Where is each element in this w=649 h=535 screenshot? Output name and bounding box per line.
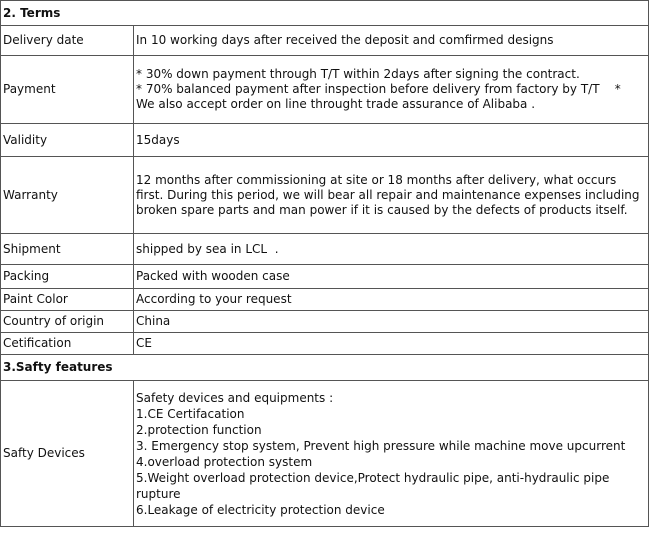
value-line: According to your request xyxy=(136,292,292,306)
table-row-warranty xyxy=(1,157,649,234)
section-header-row xyxy=(1,1,649,26)
value-line: broken spare parts and man power if it is caused by the defects of products itself. xyxy=(136,202,628,217)
row-value xyxy=(134,333,649,355)
row-label: Country of origin xyxy=(1,311,134,333)
value-line: We also accept order on line throught trade assurance of Alibaba . xyxy=(136,97,536,111)
section-header-row xyxy=(1,355,649,381)
row-label: Paint Color xyxy=(1,289,134,311)
row-label: Packing xyxy=(1,265,134,289)
row-label: Shipment xyxy=(1,234,134,265)
value-line: Packed with wooden case xyxy=(136,269,290,283)
table-row-shipment xyxy=(1,234,649,265)
row-value xyxy=(134,381,649,527)
table-row-paint-color xyxy=(1,289,649,311)
value-line: 6.Leakage of electricity protection device xyxy=(136,502,385,517)
value-line: 5.Weight overload protection device,Protect hydraulic pipe, anti-hydraulic pipe xyxy=(136,470,610,485)
value-line: In 10 working days after received the deposit and comfirmed designs xyxy=(136,33,554,47)
value-line: rupture xyxy=(136,486,181,501)
table-row-validity xyxy=(1,124,649,157)
row-value xyxy=(134,234,649,265)
table-row-safety-devices xyxy=(1,381,649,527)
row-label: Payment xyxy=(1,56,134,124)
row-label: Validity xyxy=(1,124,134,157)
row-value xyxy=(134,124,649,157)
value-line: CE xyxy=(136,336,152,350)
value-line: 3. Emergency stop system, Prevent high pressure while machine move upcurrent xyxy=(136,438,626,453)
table-row-country-of-origin xyxy=(1,311,649,333)
row-label: Cetification xyxy=(1,333,134,355)
value-line: 4.overload protection system xyxy=(136,454,313,469)
row-value xyxy=(134,289,649,311)
value-line: 2.protection function xyxy=(136,422,262,437)
table-row-payment xyxy=(1,56,649,124)
row-value xyxy=(134,311,649,333)
table-row-certification xyxy=(1,333,649,355)
section-title-terms: 2. Terms xyxy=(1,1,649,26)
value-line: * 70% balanced payment after inspection before delivery from factory by T/T * xyxy=(136,82,621,96)
row-value xyxy=(134,56,649,124)
value-line: 15days xyxy=(136,132,180,147)
row-value xyxy=(134,157,649,234)
row-value xyxy=(134,265,649,289)
value-line: * 30% down payment through T/T within 2days after signing the contract. xyxy=(136,67,580,81)
section-title-safety: 3.Safty features xyxy=(1,355,649,381)
row-label: Warranty xyxy=(1,157,134,234)
value-line: shipped by sea in LCL . xyxy=(136,241,279,256)
row-label: Delivery date xyxy=(1,26,134,56)
table-row-packing xyxy=(1,265,649,289)
value-line: 1.CE Certifacation xyxy=(136,406,245,421)
value-line: first. During this period, we will bear all repair and maintenance expenses including xyxy=(136,187,640,202)
row-label: Safty Devices xyxy=(1,381,134,527)
value-line: China xyxy=(136,314,171,328)
value-line: Safety devices and equipments : xyxy=(136,390,334,405)
row-value xyxy=(134,26,649,56)
table-row-delivery-date xyxy=(1,26,649,56)
value-line: 12 months after commissioning at site or 18 months after delivery, what occurs xyxy=(136,172,617,187)
